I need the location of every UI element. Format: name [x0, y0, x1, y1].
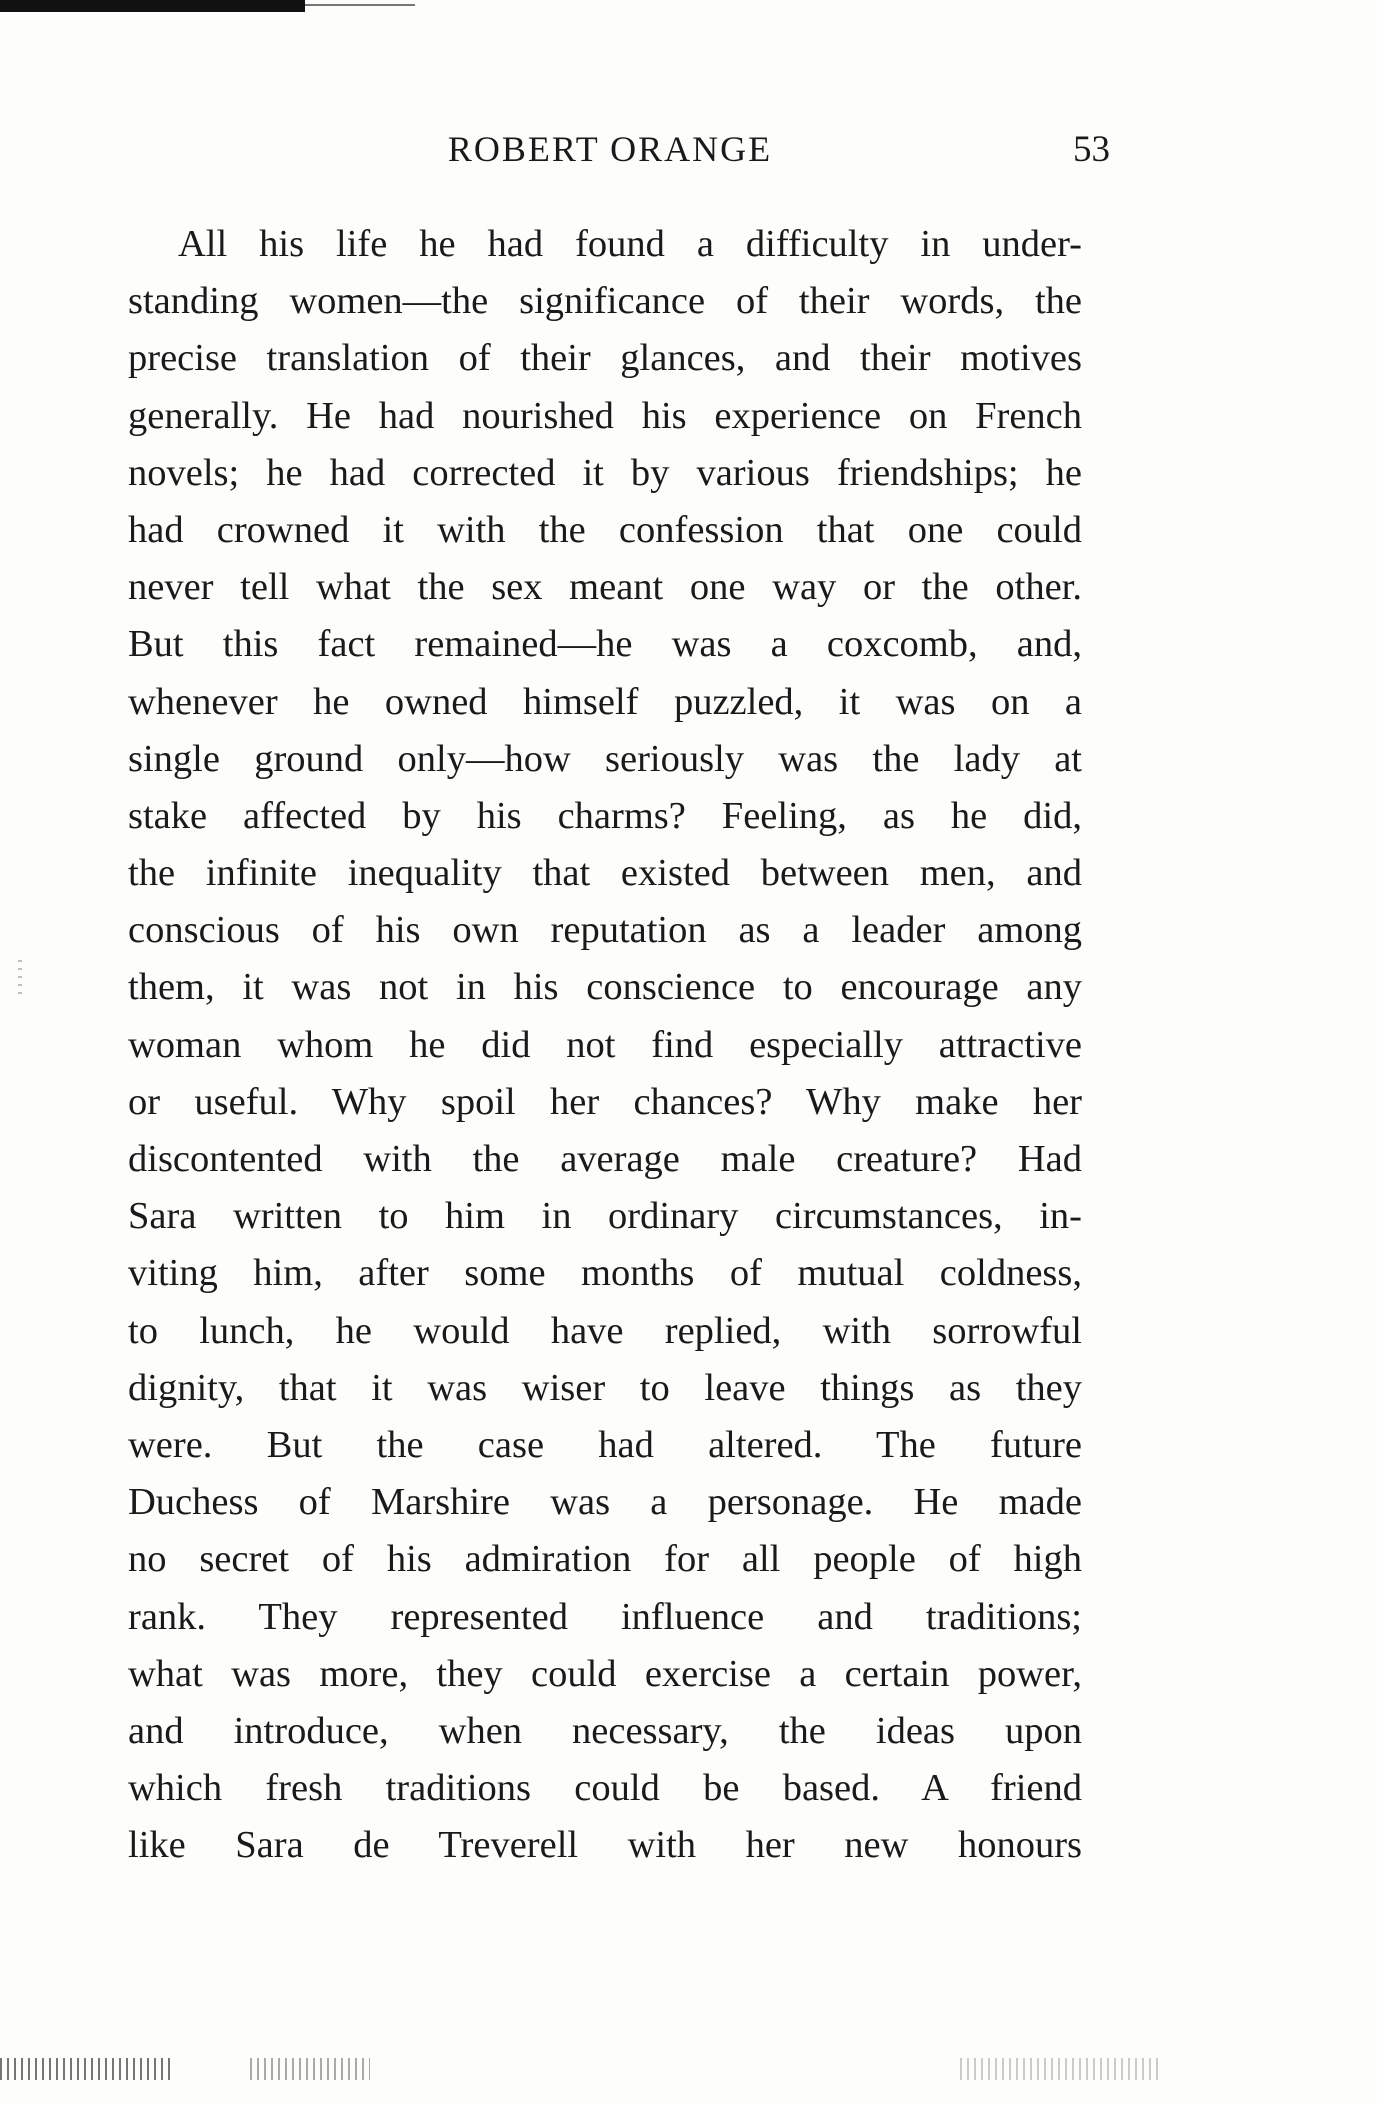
text-line: But this fact remained—he was a coxcomb, and, [128, 623, 1082, 666]
text-line: the infinite inequality that existed between men, and [128, 852, 1082, 895]
text-line: Sara written to him in ordinary circumstances, in- [128, 1195, 1082, 1238]
top-edge-rule-thin [305, 4, 415, 6]
text-line: had crowned it with the confession that one could [128, 508, 1082, 551]
text-line: standing women—the significance of their words, the [128, 280, 1082, 323]
text-line: All his life he had found a difficulty in under- [178, 223, 1082, 265]
text-line: or useful. Why spoil her chances? Why make her [128, 1080, 1082, 1123]
text-line: precise translation of their glances, and their motives [128, 337, 1082, 380]
text-line: and introduce, when necessary, the ideas upon [128, 1709, 1082, 1752]
text-line: stake affected by his charms? Feeling, as he did, [128, 794, 1082, 837]
top-edge-rule [0, 0, 305, 12]
scan-noise [250, 2058, 370, 2080]
text-line: discontented with the average male creature? Had [128, 1138, 1082, 1180]
text-line: never tell what the sex meant one way or the other. [128, 566, 1082, 609]
text-line: woman whom he did not find especially attractive [128, 1023, 1082, 1066]
text-line: conscious of his own reputation as a leader among [128, 909, 1082, 952]
text-line: Duchess of Marshire was a personage. He made [128, 1481, 1082, 1524]
text-line: generally. He had nourished his experience on French [128, 394, 1082, 437]
text-line: to lunch, he would have replied, with sorrowful [128, 1309, 1082, 1352]
page-number: 53 [1073, 129, 1110, 170]
scan-noise [0, 2058, 170, 2080]
text-line: dignity, that it was wiser to leave things as they [128, 1366, 1082, 1409]
text-line: whenever he owned himself puzzled, it was on a [128, 680, 1082, 723]
text-line: rank. They represented influence and traditions; [128, 1595, 1082, 1638]
text-line: single ground only—how seriously was the lady at [128, 737, 1082, 780]
text-line: which fresh traditions could be based. A friend [128, 1767, 1082, 1810]
text-line: what was more, they could exercise a certain power, [128, 1652, 1082, 1695]
scan-noise [960, 2058, 1160, 2080]
text-line: were. But the case had altered. The future [128, 1423, 1082, 1466]
running-head [0, 128, 1377, 178]
running-title: ROBERT ORANGE [447, 129, 773, 169]
body-text [128, 216, 1082, 1874]
text-line: novels; he had corrected it by various friendships; he [128, 451, 1082, 494]
text-line: no secret of his admiration for all people of high [128, 1538, 1082, 1581]
text-line: them, it was not in his conscience to encourage any [128, 966, 1082, 1009]
margin-speck [18, 960, 22, 1000]
text-line: like Sara de Treverell with her new honours [128, 1824, 1082, 1867]
text-line: viting him, after some months of mutual coldness, [128, 1252, 1082, 1295]
